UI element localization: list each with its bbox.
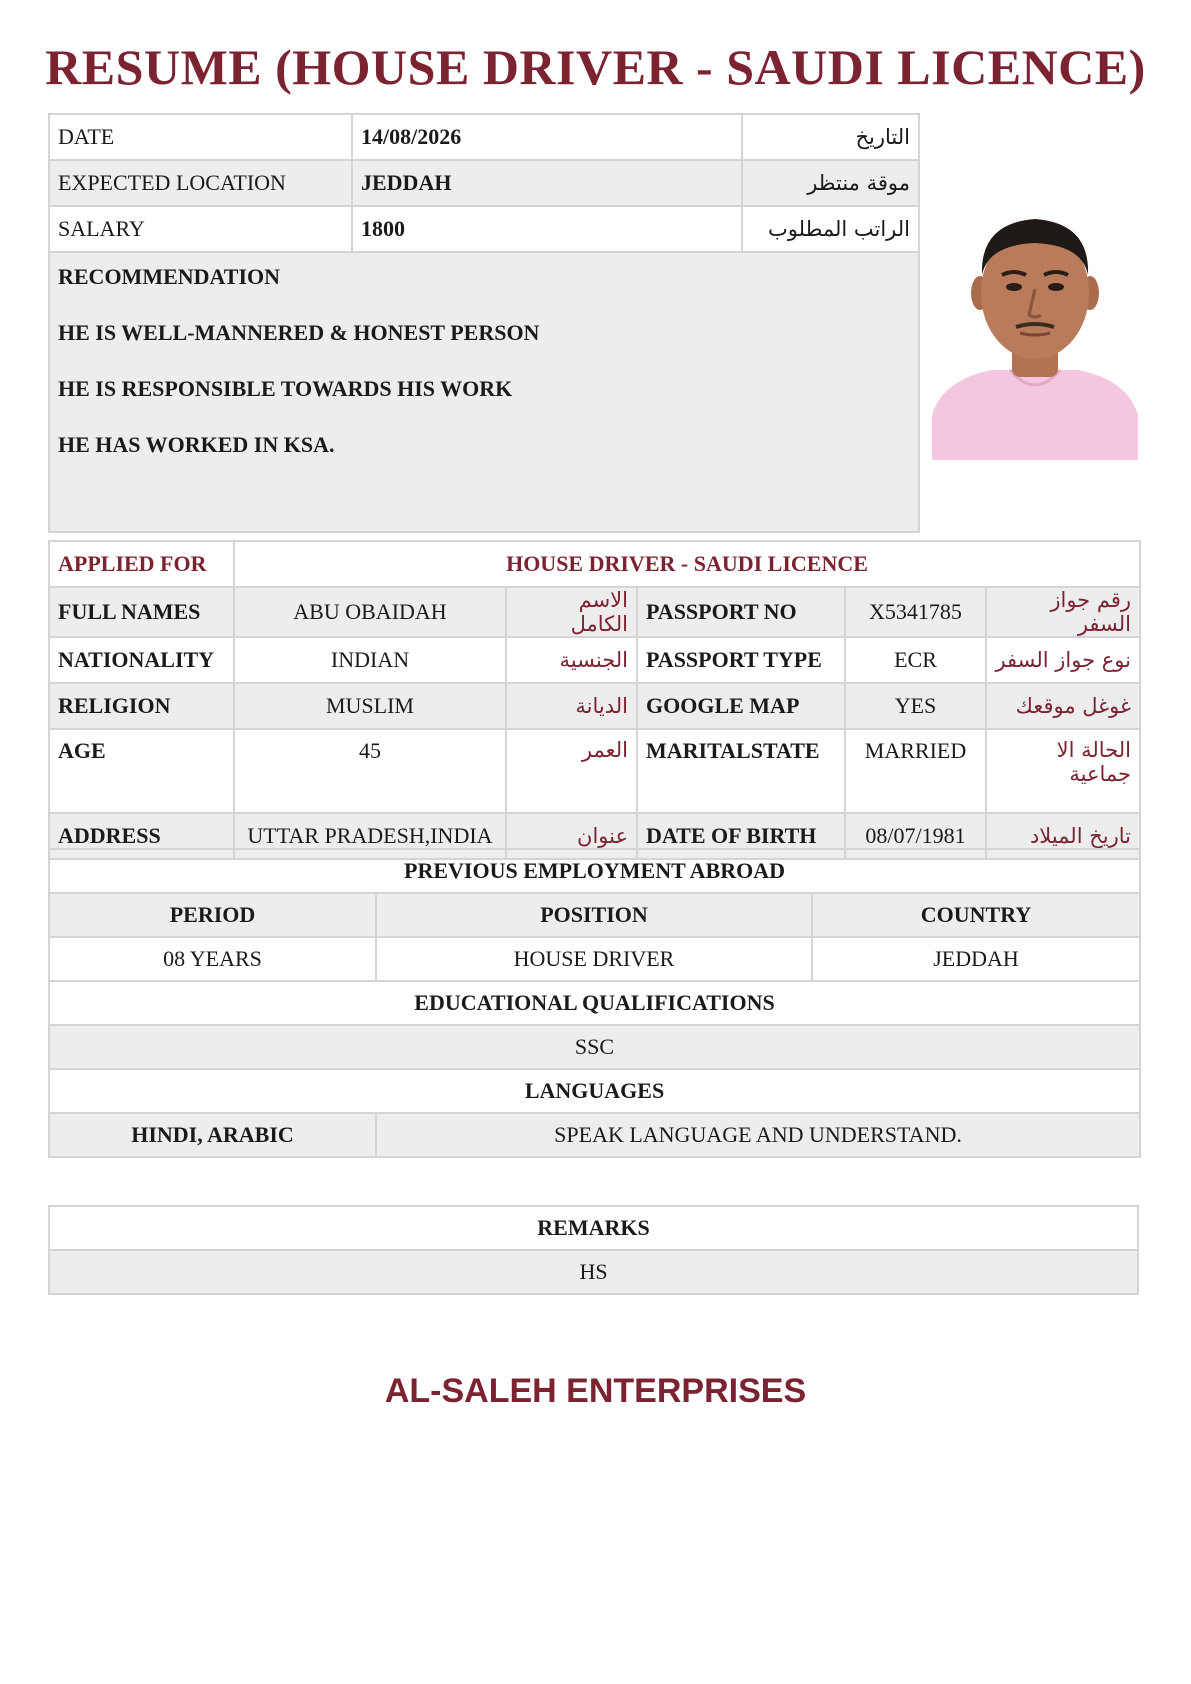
- education-heading-row: [49, 981, 1140, 1025]
- detail-row: [49, 729, 1140, 813]
- passport-type-arabic-label: نوع جواز السفر: [986, 637, 1140, 683]
- salary-arabic-label: الراتب المطلوب: [742, 206, 919, 252]
- applied-for-label: APPLIED FOR: [49, 541, 234, 587]
- passport-type-label: PASSPORT TYPE: [637, 637, 845, 683]
- date-value: 14/08/2026: [352, 114, 742, 160]
- marital-state-value: MARRIED: [845, 729, 986, 813]
- age-label: AGE: [49, 729, 234, 813]
- languages-list: HINDI, ARABIC: [49, 1113, 376, 1157]
- date-arabic-label: التاريخ: [742, 114, 919, 160]
- detail-row: [49, 683, 1140, 729]
- recommendation-row: [49, 252, 919, 532]
- marital-state-label: MARITALSTATE: [637, 729, 845, 813]
- recommendation-line: HE HAS WORKED IN KSA.: [58, 432, 335, 457]
- recommendation-cell: [49, 252, 919, 532]
- age-value: 45: [234, 729, 506, 813]
- country-column-header: COUNTRY: [812, 893, 1140, 937]
- detail-row: [49, 587, 1140, 637]
- full-names-value: ABU OBAIDAH: [234, 587, 506, 637]
- page-title: RESUME (HOUSE DRIVER - SAUDI LICENCE): [45, 39, 1146, 95]
- candidate-details-table: [48, 540, 1141, 860]
- date-of-birth-value: 08/07/1981: [845, 813, 986, 859]
- religion-label: RELIGION: [49, 683, 234, 729]
- employment-country: JEDDAH: [812, 937, 1140, 981]
- salary-value: 1800: [352, 206, 742, 252]
- top-info-table: [48, 113, 920, 533]
- google-map-value: YES: [845, 683, 986, 729]
- company-name-footer: AL-SALEH ENTERPRISES: [384, 1372, 807, 1410]
- location-arabic-label: موقة منتظر: [742, 160, 919, 206]
- google-map-arabic-label: غوغل موقعك: [986, 683, 1140, 729]
- location-label: EXPECTED LOCATION: [49, 160, 352, 206]
- recommendation-line: HE IS WELL-MANNERED & HONEST PERSON: [58, 320, 540, 345]
- passport-no-arabic-label: رقم جواز السفر: [986, 587, 1140, 637]
- nationality-label: NATIONALITY: [49, 637, 234, 683]
- employment-row: [49, 937, 1140, 981]
- remarks-row: [49, 1250, 1138, 1294]
- salary-label: SALARY: [49, 206, 352, 252]
- recommendation-heading: RECOMMENDATION: [58, 264, 281, 289]
- employment-header-row: [49, 893, 1140, 937]
- applied-for-value: HOUSE DRIVER - SAUDI LICENCE: [234, 541, 1140, 587]
- marital-state-arabic-label: الحالة الا جماعية: [986, 729, 1140, 813]
- remarks-value: HS: [49, 1250, 1138, 1294]
- languages-heading-row: [49, 1069, 1140, 1113]
- languages-level: SPEAK LANGUAGE AND UNDERSTAND.: [376, 1113, 1140, 1157]
- position-column-header: POSITION: [376, 893, 812, 937]
- full-names-arabic-label: الاسم الكامل: [506, 587, 637, 637]
- age-arabic-label: العمر: [506, 729, 637, 813]
- candidate-photo: [932, 205, 1138, 460]
- address-arabic-label: عنوان: [506, 813, 637, 859]
- passport-no-label: PASSPORT NO: [637, 587, 845, 637]
- nationality-arabic-label: الجنسية: [506, 637, 637, 683]
- employment-position: HOUSE DRIVER: [376, 937, 812, 981]
- religion-value: MUSLIM: [234, 683, 506, 729]
- nationality-value: INDIAN: [234, 637, 506, 683]
- employment-heading: PREVIOUS EMPLOYMENT ABROAD: [49, 849, 1140, 893]
- date-row: [49, 114, 919, 160]
- employment-education-table: [48, 848, 1141, 1158]
- period-column-header: PERIOD: [49, 893, 376, 937]
- languages-heading: LANGUAGES: [49, 1069, 1140, 1113]
- passport-no-value: X5341785: [845, 587, 986, 637]
- remarks-heading-row: [49, 1206, 1138, 1250]
- location-value: JEDDAH: [352, 160, 742, 206]
- passport-type-value: ECR: [845, 637, 986, 683]
- employment-heading-row: [49, 849, 1140, 893]
- detail-row: [49, 637, 1140, 683]
- education-heading: EDUCATIONAL QUALIFICATIONS: [49, 981, 1140, 1025]
- address-label: ADDRESS: [49, 813, 234, 859]
- education-row: [49, 1025, 1140, 1069]
- employment-period: 08 YEARS: [49, 937, 376, 981]
- languages-row: [49, 1113, 1140, 1157]
- date-of-birth-label: DATE OF BIRTH: [637, 813, 845, 859]
- applied-for-row: [49, 541, 1140, 587]
- date-label: DATE: [49, 114, 352, 160]
- google-map-label: GOOGLE MAP: [637, 683, 845, 729]
- date-of-birth-arabic-label: تاريخ الميلاد: [986, 813, 1140, 859]
- remarks-heading: REMARKS: [49, 1206, 1138, 1250]
- address-value: UTTAR PRADESH,INDIA: [234, 813, 506, 859]
- remarks-table: [48, 1205, 1139, 1295]
- recommendation-line: HE IS RESPONSIBLE TOWARDS HIS WORK: [58, 376, 513, 401]
- religion-arabic-label: الديانة: [506, 683, 637, 729]
- full-names-label: FULL NAMES: [49, 587, 234, 637]
- salary-row: [49, 206, 919, 252]
- location-row: [49, 160, 919, 206]
- education-value: SSC: [49, 1025, 1140, 1069]
